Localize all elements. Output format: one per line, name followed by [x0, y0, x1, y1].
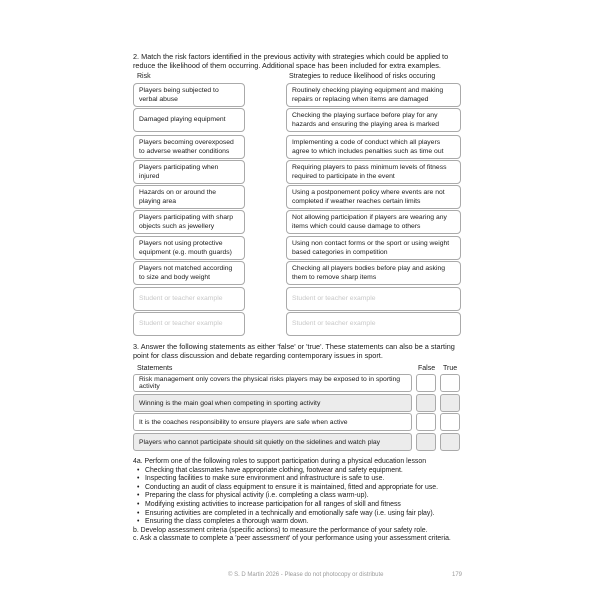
false-answer-box[interactable]: [416, 413, 436, 431]
false-answer-box[interactable]: [416, 374, 436, 392]
strategy-box: Checking the playing surface before play for any hazards and ensuring the playing area is marked: [286, 108, 461, 132]
statement-row: It is the coaches responsibility to ensure players are safe when active: [133, 413, 412, 431]
true-answer-box[interactable]: [440, 413, 460, 431]
strategy-box: Using non contact forms or the sport or using weight based categories in competition: [286, 236, 461, 260]
list-item: • Conducting an audit of class equipment to ensure it is maintained, fitted and appropriate for use.: [145, 484, 473, 493]
risk-box: Players not matched according to size and body weight: [133, 261, 245, 285]
statement-row: Players who cannot participate should sit quietly on the sidelines and watch play: [133, 433, 412, 451]
statement-row: Risk management only covers the physical risks players may be exposed to in sporting activity: [133, 374, 412, 392]
copyright-notice: © S. D Martin 2026 - Please do not photocopy or distribute: [228, 572, 384, 578]
question-4a-intro: 4a. Perform one of the following roles to support participation during a physical education lesson: [133, 458, 427, 465]
question-3-intro: 3. Answer the following statements as either 'false' or 'true'. These statements can also be a starting point for class discussion and debate regarding contemporary issues in sport.: [133, 342, 455, 360]
list-item: • Ensuring the class completes a thorough warm down.: [145, 518, 473, 527]
risk-box: Players participating when injured: [133, 160, 245, 184]
false-answer-box[interactable]: [416, 394, 436, 412]
risk-box: Players being subjected to verbal abuse: [133, 83, 245, 107]
risk-box: Players not using protective equipment (e.g. mouth guards): [133, 236, 245, 260]
true-header: True: [443, 365, 458, 372]
strategy-answer-field[interactable]: Student or teacher example: [286, 287, 461, 311]
question-4c: c. Ask a classmate to complete a 'peer assessment' of your performance using your assessment criteria.: [133, 535, 451, 543]
false-header: False: [418, 365, 436, 372]
strategy-answer-field[interactable]: Student or teacher example: [286, 312, 461, 336]
risk-box: Players participating with sharp objects such as jewellery: [133, 210, 245, 234]
risk-column-header: Risk: [137, 73, 151, 80]
question-2-intro: 2. Match the risk factors identified in the previous activity with strategies which could be applied to reduce the likelihood of them occurring. Additional space has been included for extra examples.: [133, 52, 449, 70]
strategy-box: Checking all players bodies before play and asking them to remove sharp items: [286, 261, 461, 285]
strategy-column-header: Strategies to reduce likelihood of risks occuring: [289, 73, 436, 80]
question-4-section: [133, 458, 473, 544]
role-list: [133, 467, 473, 527]
list-item: • Inspecting facilities to make sure environment and infrastructure is safe to use.: [145, 475, 473, 484]
risk-box: [133, 108, 245, 132]
risk-answer-field[interactable]: Student or teacher example: [133, 287, 245, 311]
list-item: • Ensuring activities are completed in a technically and emotionally safe way (i.e. using fair play).: [145, 510, 473, 519]
page-number: 179: [452, 572, 463, 578]
true-answer-box[interactable]: [440, 433, 460, 451]
risk-text: Damaged playing equipment: [139, 116, 226, 123]
question-4b: b. Develop assessment criteria (specific actions) to measure the performance of your safety role.: [133, 526, 428, 534]
risk-answer-field[interactable]: Student or teacher example: [133, 312, 245, 336]
risk-box: Hazards on or around the playing area: [133, 185, 245, 209]
statements-header: Statements: [137, 365, 173, 372]
list-item: • Checking that classmates have appropriate clothing, footwear and safety equipment.: [145, 467, 473, 476]
strategy-box: Not allowing participation if players are wearing any items which could cause damage to others: [286, 210, 461, 234]
true-answer-box[interactable]: [440, 374, 460, 392]
strategy-box: Using a postponement policy where events are not completed if weather reaches certain limits: [286, 185, 461, 209]
list-item: • Modifying existing activities to increase participation for all ranges of skill and fitness: [145, 501, 473, 510]
statement-row: Winning is the main goal when competing in sporting activity: [133, 394, 412, 412]
false-answer-box[interactable]: [416, 433, 436, 451]
list-item: • Preparing the class for physical activity (i.e. completing a class warm-up).: [145, 492, 473, 501]
risk-box: Players becoming overexposed to adverse weather conditions: [133, 135, 245, 159]
strategy-box: Routinely checking playing equipment and making repairs or replacing when items are damaged: [286, 83, 461, 107]
strategy-box: Requiring players to pass minimum levels of fitness required to participate in the event: [286, 160, 461, 184]
true-answer-box[interactable]: [440, 394, 460, 412]
strategy-box: Implementing a code of conduct which all players agree to which includes penalties such as time out: [286, 135, 461, 159]
